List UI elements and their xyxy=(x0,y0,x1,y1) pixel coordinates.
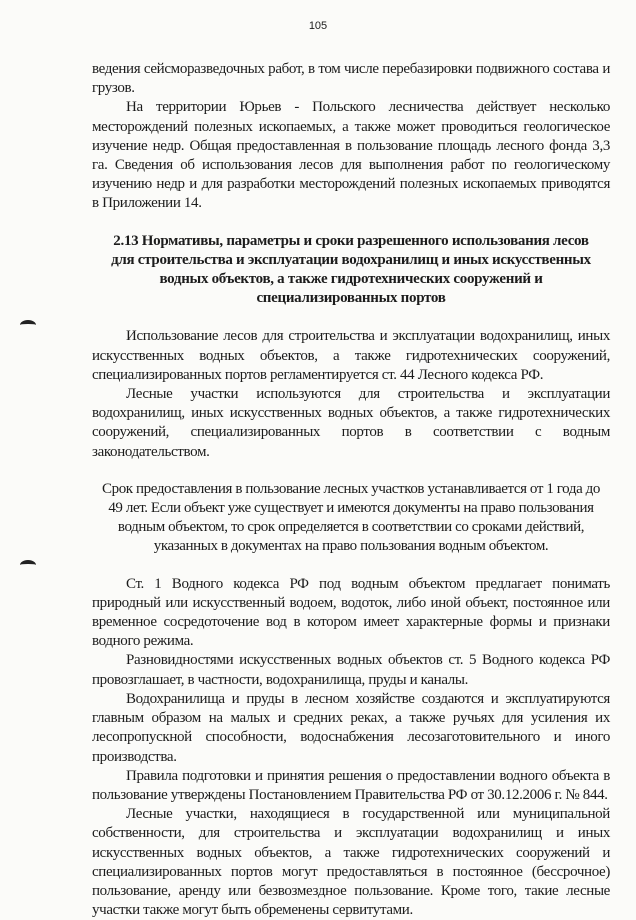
paragraph: На территории Юрьев - Польского лесничества действует несколько месторождений полезных ископаемых, а также может проводиться геологическое изучение недр. Общая предоставленная в пользование площадь лесного фонда 3,3 га. Сведения об использования лесов для выполнения работ по геологическому изучению недр и для разработки месторождений полезных ископаемых приводятся в Приложении 14. xyxy=(92,99,610,212)
section-heading: 2.13 Нормативы, параметры и сроки разрешенного использования лесов для строительства и эксплуатации водохранилищ и иных искусственных водных объектов, а также гидротехнических сооружений и специализированных портов xyxy=(111,232,591,307)
binder-hole-mark xyxy=(20,560,36,570)
centered-note: Срок предоставления в пользование лесных участков устанавливается от 1 года до 49 лет. Если объект уже существует и имеются документы на право пользования водным объектом, то срок определяется в соответствии со сроками действий, указанных в документах на право пользования водным объектом. xyxy=(102,480,601,555)
paragraph: Водохранилища и пруды в лесном хозяйстве создаются и эксплуатируются главным образом на малых и средних реках, а также ручьях для усиления их лесопропускной способности, водоснабжения лесозаготовительного и иного производства. xyxy=(92,690,610,765)
paragraph: Использование лесов для строительства и эксплуатации водохранилищ, иных искусственных водных объектов, а также гидротехнических сооружений, специализированных портов регламентируется ст. 44 Лесного кодекса РФ. xyxy=(92,328,610,383)
document-body xyxy=(92,60,610,920)
paragraph: Лесные участки, находящиеся в государственной или муниципальной собственности, для строительства и эксплуатации водохранилищ и иных искусственных водных объектов, а также гидротехнических сооружений и специализированных портов могут предоставляться в постоянное (бессрочное) пользование, аренду или безвозмездное пользование. Кроме того, такие лесные участки также могут быть обременены сервитутами. xyxy=(92,806,610,919)
paragraph: Лесные участки используются для строительства и эксплуатации водохранилищ, иных искусственных водных объектов, а также гидротехнических сооружений, специализированных портов в соответствии с водным законодательством. xyxy=(92,386,610,460)
paragraph: ведения сейсморазведочных работ, в том числе перебазировки подвижного состава и грузов. xyxy=(92,61,610,97)
paragraph: Разновидностями искусственных водных объектов ст. 5 Водного кодекса РФ провозглашает, в частности, водохранилища, пруды и каналы. xyxy=(92,652,610,688)
binder-hole-mark xyxy=(20,320,36,330)
page-number: 105 xyxy=(308,20,328,32)
paragraph: Правила подготовки и принятия решения о предоставлении водного объекта в пользование утверждены Постановлением Правительства РФ от 30.12.2006 г. № 844. xyxy=(92,767,610,803)
paragraph: Ст. 1 Водного кодекса РФ под водным объектом предлагает понимать природный или искусственный водоем, водоток, либо иной объект, постоянное или временное сосредоточение вод в котором имеет характерные формы и признаки водного режима. xyxy=(92,575,610,650)
